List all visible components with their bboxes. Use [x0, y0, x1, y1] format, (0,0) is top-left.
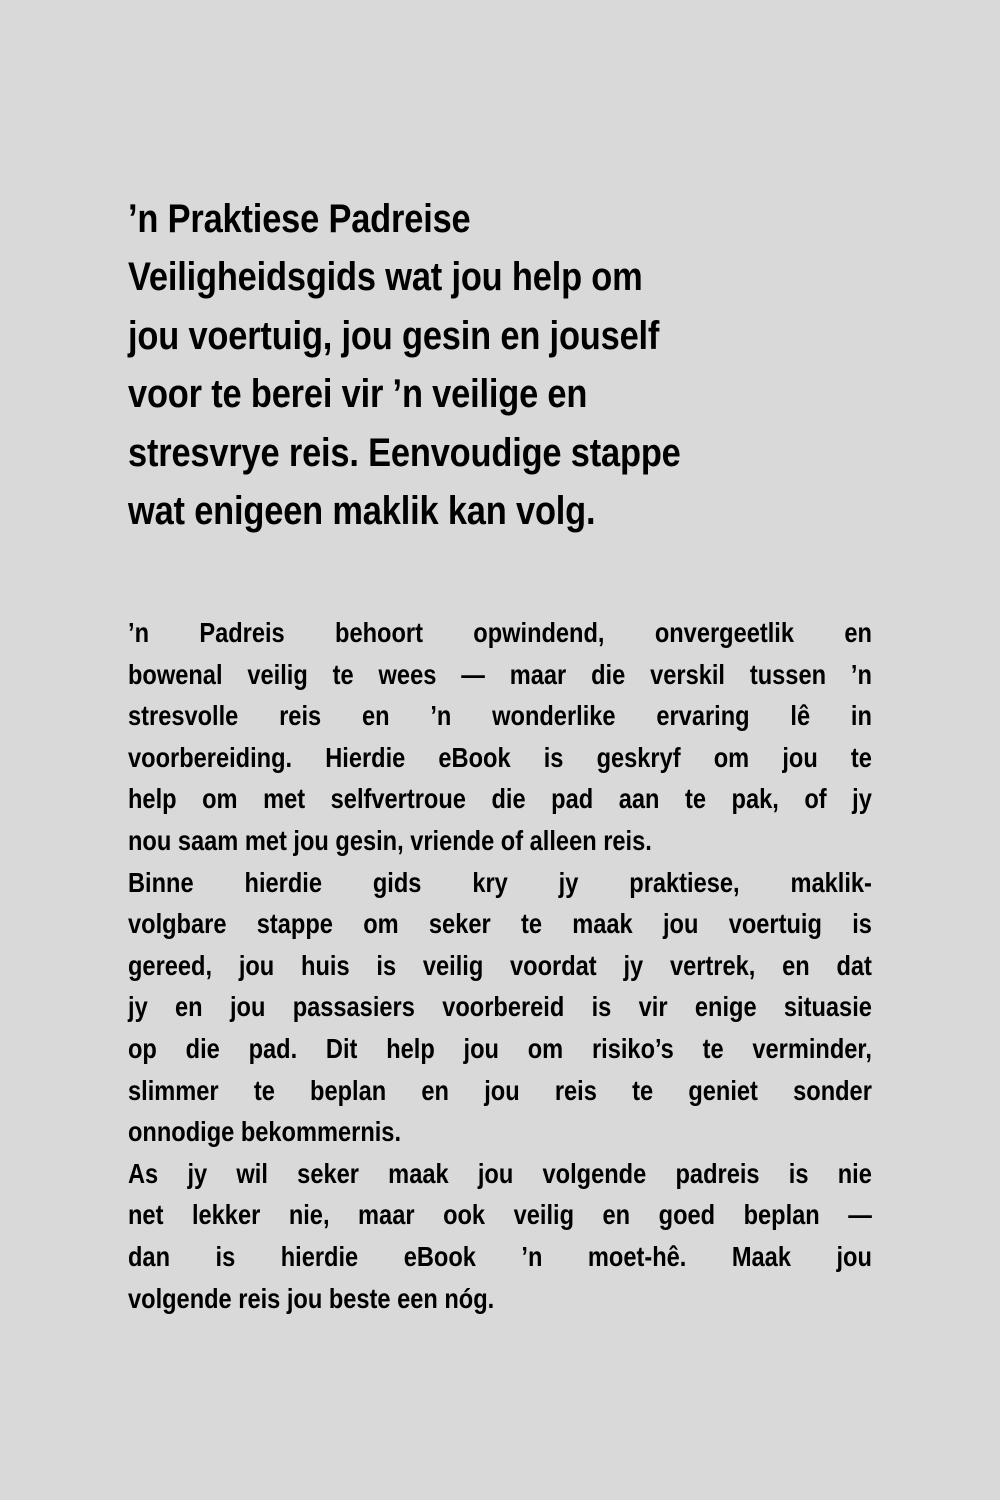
paragraph-closing [128, 1153, 872, 1319]
body-text [128, 612, 872, 1319]
body-line: jy en jou passasiers voorbereid is vir enige situasie [128, 991, 872, 1023]
body-line: dan is hierdie eBook ’n moet-hê. Maak jou [128, 1240, 872, 1272]
body-line: onnodige bekommernis. [128, 1116, 402, 1148]
headline-line: stresvrye reis. Eenvoudige stappe [128, 430, 681, 475]
headline-line: jou voertuig, jou gesin en jouself [128, 313, 660, 358]
body-line: op die pad. Dit help jou om risiko’s te verminder, [128, 1032, 872, 1064]
body-line: volgende reis jou beste een nóg. [128, 1282, 495, 1314]
body-line: voorbereiding. Hierdie eBook is geskryf om jou te [128, 741, 872, 773]
body-line: help om met selfvertroue die pad aan te pak, of jy [128, 783, 872, 815]
body-line: gereed, jou huis is veilig voordat jy vertrek, en dat [128, 949, 872, 981]
body-line: nou saam met jou gesin, vriende of alleen reis. [128, 824, 652, 856]
body-line: stresvolle reis en ’n wonderlike ervaring lê in [128, 700, 872, 732]
body-line: slimmer te beplan en jou reis te geniet sonder [128, 1074, 872, 1106]
headline-line: voor te berei vir ’n veilige en [128, 372, 588, 417]
headline-line: Veiligheidsgids wat jou help om [128, 255, 643, 300]
body-line: volgbare stappe om seker te maak jou voertuig is [128, 908, 872, 940]
body-line: ’n Padreis behoort opwindend, onvergeetlik en [128, 617, 872, 648]
headline [128, 190, 833, 540]
headline-line: ’n Praktiese Padreise [128, 197, 471, 241]
paragraph-contents [128, 862, 872, 1153]
body-line: As jy wil seker maak jou volgende padreis is nie [128, 1157, 872, 1189]
paragraph-intro [128, 612, 872, 862]
headline-line: wat enigeen maklik kan volg. [128, 489, 596, 534]
body-line: bowenal veilig te wees — maar die verskil tussen ’n [128, 658, 872, 690]
body-line: net lekker nie, maar ook veilig en goed beplan — [128, 1199, 872, 1231]
body-line: Binne hierdie gids kry jy praktiese, maklik- [128, 866, 872, 898]
